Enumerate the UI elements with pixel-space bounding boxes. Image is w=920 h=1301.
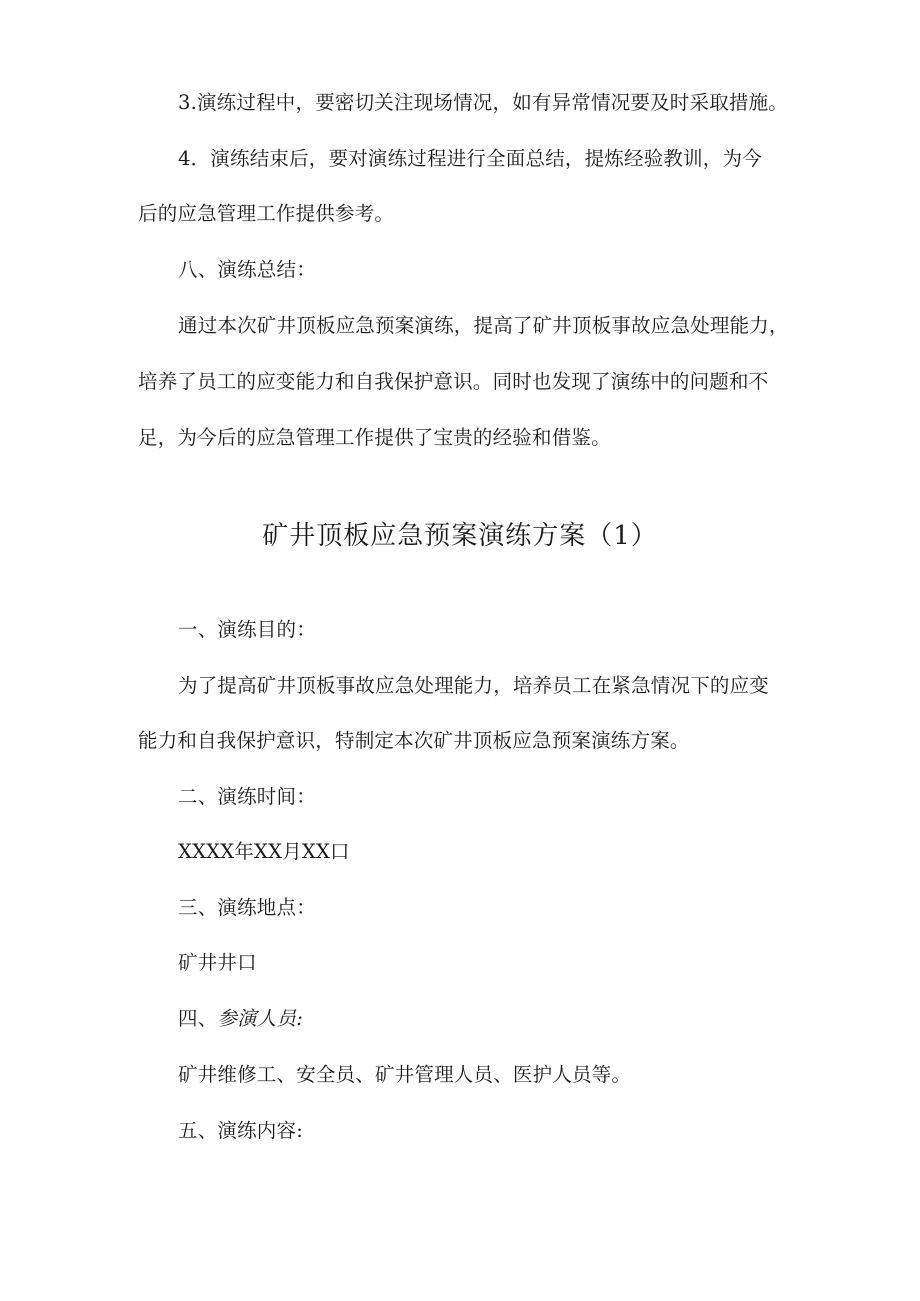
plan-title: 矿井顶板应急预案演练方案（1） bbox=[262, 521, 658, 551]
section-4-heading-label: 参演人员: bbox=[217, 1007, 303, 1030]
purpose-line-1: 为了提高矿井顶板事故应急处理能力，培养员工在紧急情况下的应变 bbox=[178, 674, 770, 697]
section-5-heading: 五、演练内容: bbox=[178, 1119, 303, 1142]
participants-value: 矿井维修工、安全员、矿井管理人员、医护人员等。 bbox=[178, 1063, 632, 1086]
drill-location-value: 矿井井口 bbox=[178, 951, 257, 974]
section-4-heading-prefix: 四、 bbox=[178, 1007, 218, 1030]
section-3-heading: 三、演练地点： bbox=[178, 896, 316, 919]
section-1-heading: 一、演练目的： bbox=[178, 618, 316, 641]
item-4-text-line2: 后的应急管理工作提供参考。 bbox=[138, 202, 395, 225]
section-2-heading: 二、演练时间： bbox=[178, 785, 316, 808]
section-4-heading bbox=[178, 1005, 798, 1033]
summary-line-2: 培养了员工的应变能力和自我保护意识。同时也发现了演练中的问题和不 bbox=[138, 370, 769, 393]
summary-line-3: 足，为今后的应急管理工作提供了宝贵的经验和借鉴。 bbox=[138, 426, 611, 449]
summary-line-1: 通过本次矿井顶板应急预案演练，提高了矿井顶板事故应急处理能力， bbox=[178, 314, 789, 337]
purpose-line-2: 能力和自我保护意识，特制定本次矿井顶板应急预案演练方案。 bbox=[138, 729, 690, 752]
section-8-heading: 八、演练总结： bbox=[178, 258, 316, 281]
item-3-text: 3.演练过程中，要密切关注现场情况，如有异常情况要及时采取措施。 bbox=[178, 91, 789, 114]
item-4-text-line1: 4．演练结束后，要对演练过程进行全面总结，提炼经验教训，为今 bbox=[178, 147, 762, 170]
drill-time-value: XXXX年XX月XX口 bbox=[178, 840, 350, 863]
